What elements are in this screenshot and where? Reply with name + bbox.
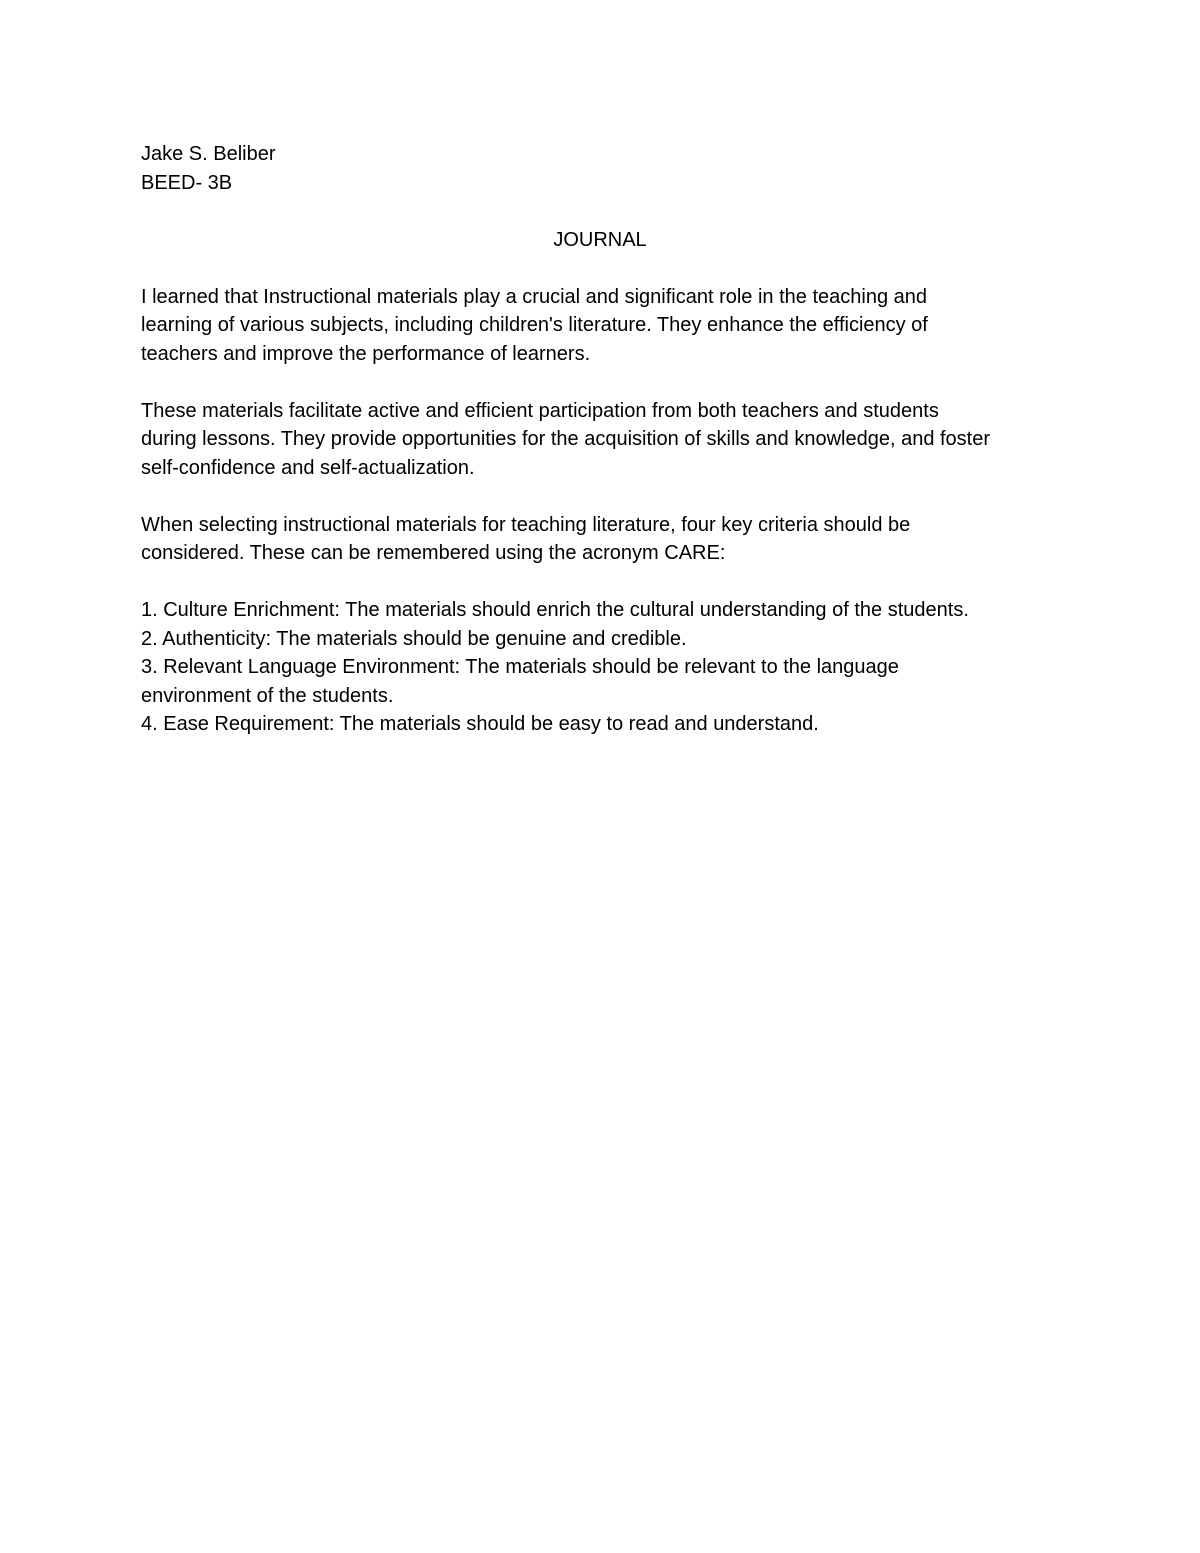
criteria-line: 4. Ease Requirement: The materials should be easy to read and understand. <box>141 713 819 735</box>
paragraph-line: When selecting instructional materials for teaching literature, four key criteria should be <box>141 513 911 536</box>
criteria-line: 2. Authenticity: The materials should be genuine and credible. <box>141 627 687 650</box>
paragraph-line: self-confidence and self-actualization. <box>141 456 475 479</box>
paragraph-line: during lessons. They provide opportunities for the acquisition of skills and knowledge, and foster <box>141 428 991 450</box>
criteria-item-culture-enrichment <box>141 596 1081 625</box>
criteria-item-relevant-language-environment <box>141 653 1081 710</box>
document-body <box>141 140 1081 739</box>
criteria-line: 3. Relevant Language Environment: The materials should be relevant to the language <box>141 656 899 678</box>
paragraph-1 <box>141 283 1081 369</box>
paragraph-line: teachers and improve the performance of learners. <box>141 342 591 365</box>
care-criteria-list <box>141 596 1081 739</box>
paragraph-line: learning of various subjects, including children's literature. They enhance the efficiency of <box>141 314 928 336</box>
paragraph-line: I learned that Instructional materials play a crucial and significant role in the teaching and <box>141 285 928 308</box>
criteria-line: environment of the students. <box>141 684 394 707</box>
criteria-item-ease-requirement <box>141 710 1081 739</box>
paragraph-line: considered. These can be remembered using the acronym CARE: <box>141 542 726 564</box>
criteria-item-authenticity <box>141 625 1081 654</box>
paragraph-line: These materials facilitate active and efficient participation from both teachers and students <box>141 399 939 422</box>
course-section: BEED- 3B <box>141 171 233 194</box>
document-title: JOURNAL <box>553 229 647 251</box>
criteria-line: 1. Culture Enrichment: The materials should enrich the cultural understanding of the students. <box>141 599 969 621</box>
paragraph-3 <box>141 511 1081 568</box>
author-name: Jake S. Beliber <box>141 143 276 165</box>
paragraph-2 <box>141 397 1081 483</box>
